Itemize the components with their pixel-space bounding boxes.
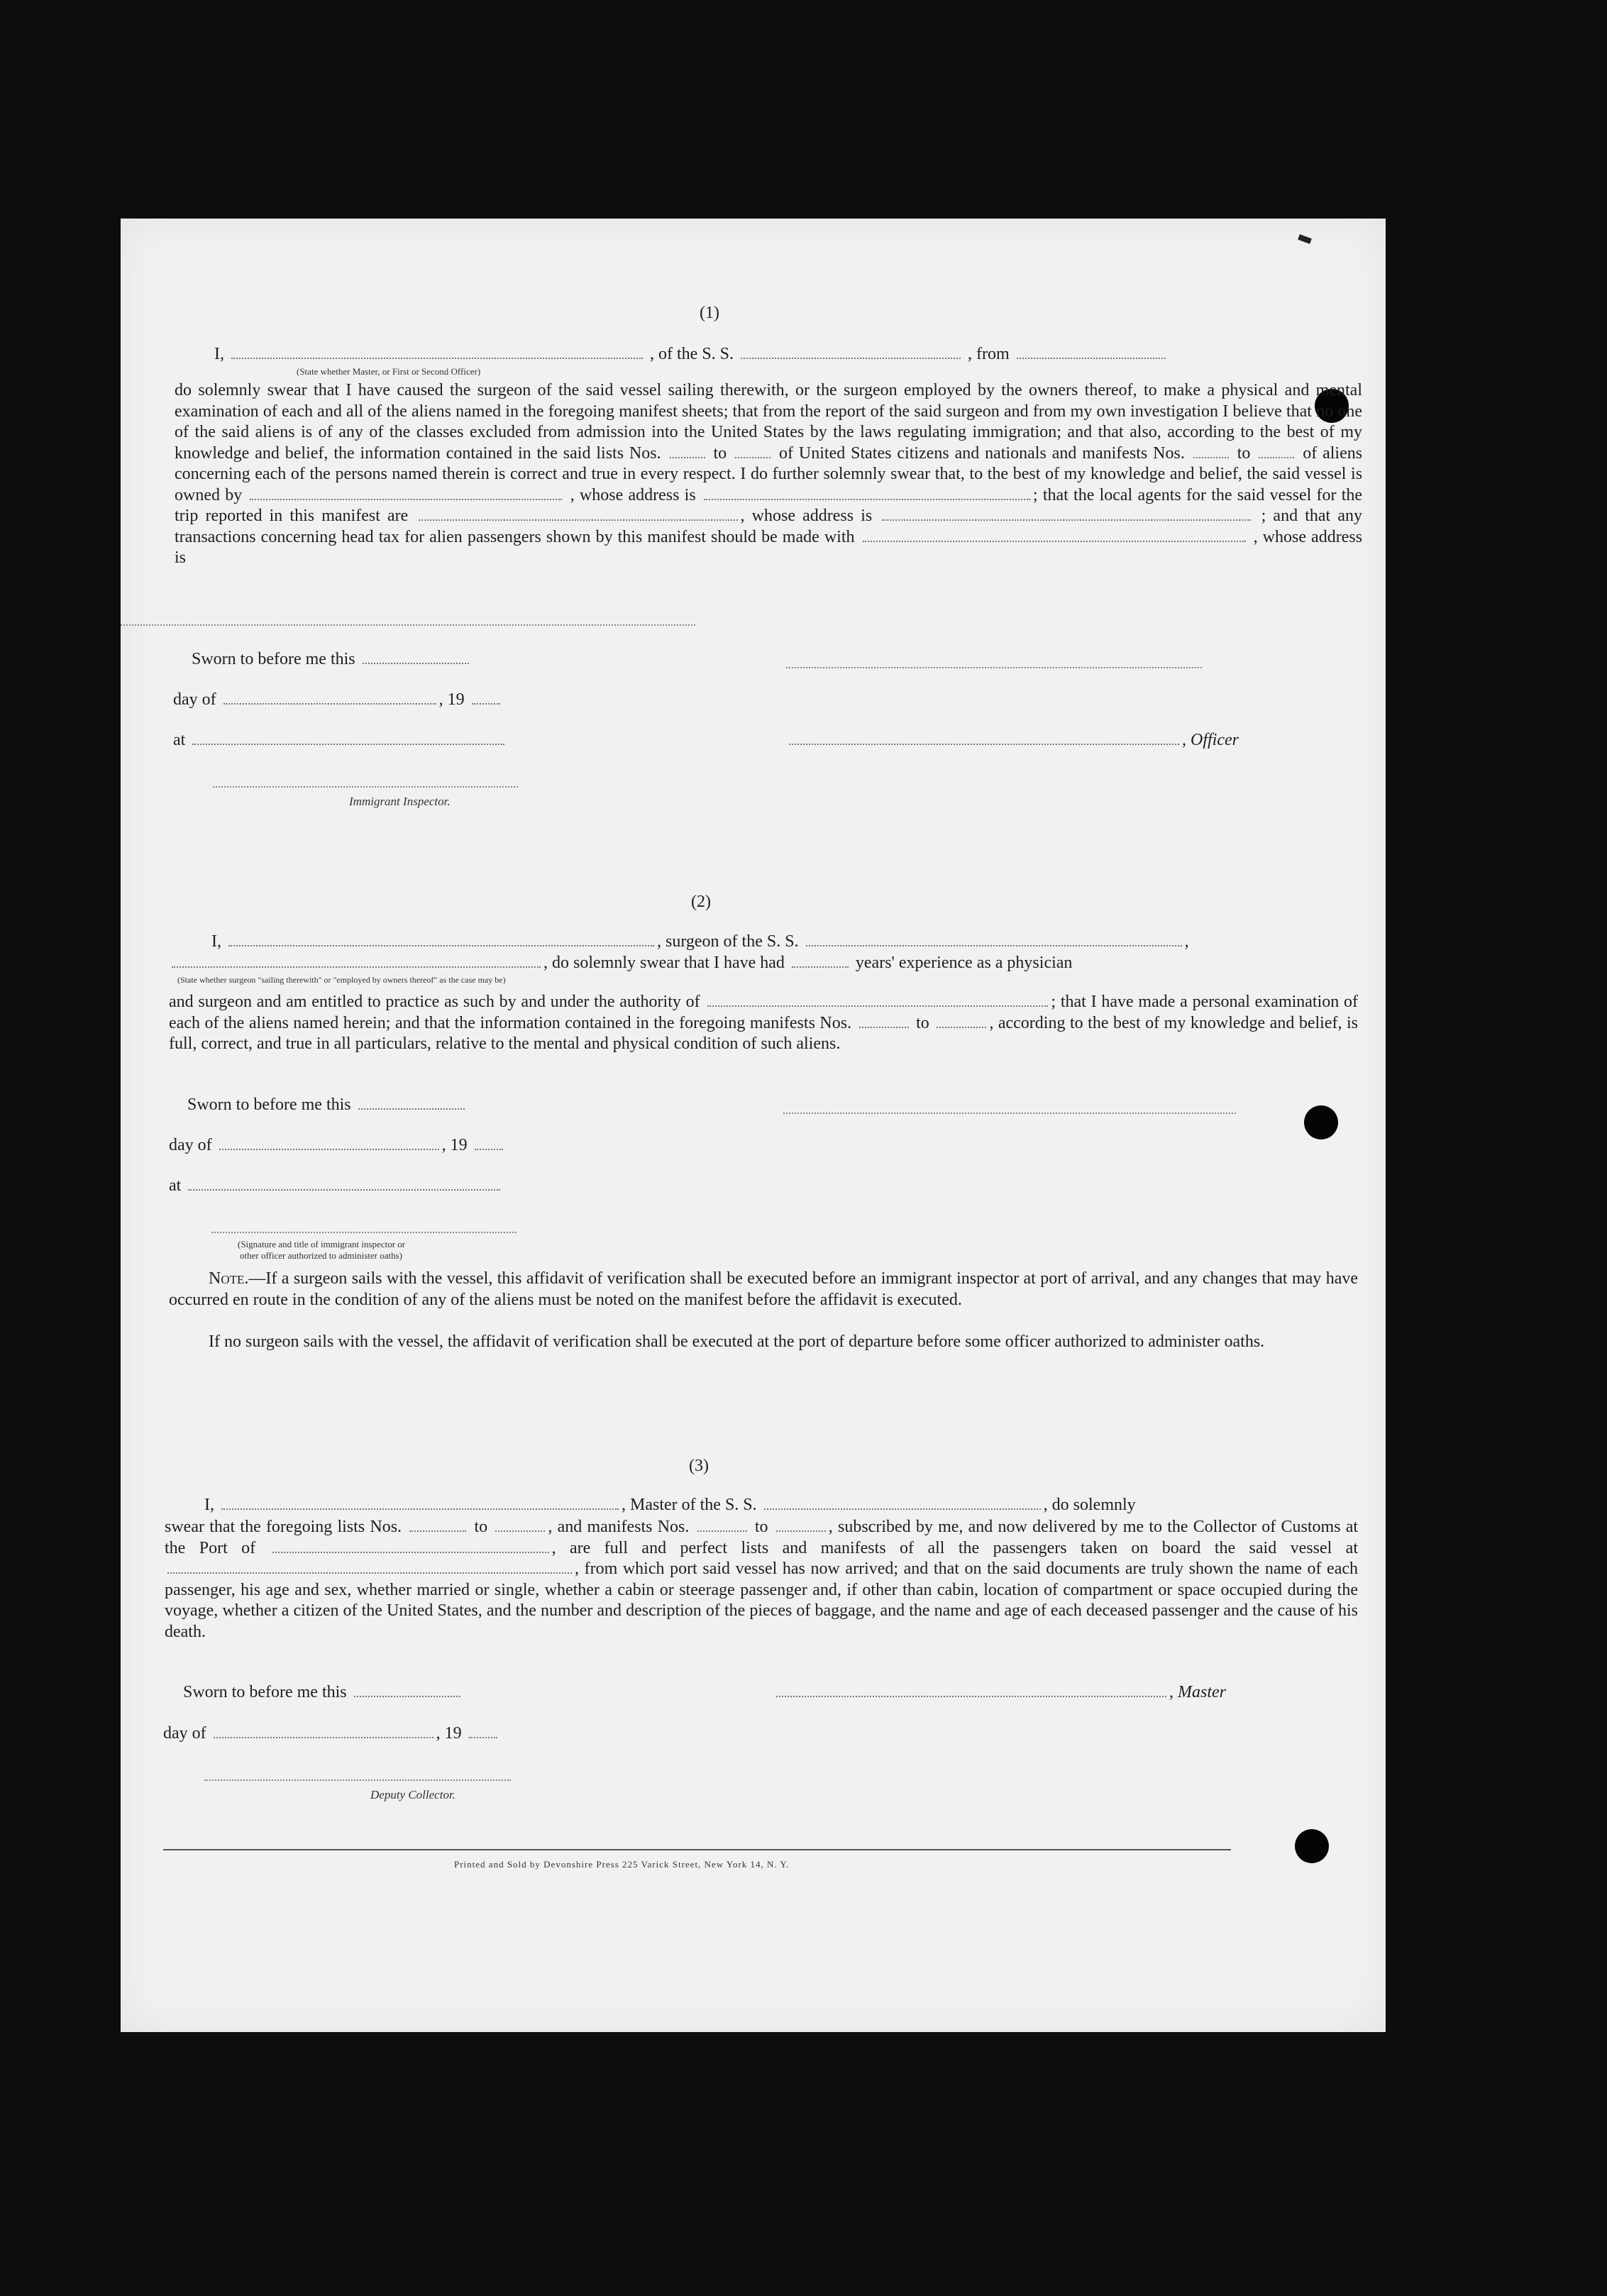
s2-sworn: Sworn to before me this [187, 1095, 468, 1115]
section-1-number: (1) [700, 304, 719, 322]
s1-sworn: Sworn to before me this [192, 650, 472, 669]
s3-deputy-caption: Deputy Collector. [370, 1788, 455, 1801]
s1-line-1 [214, 345, 1169, 364]
s1-day-of: day of , 19 [173, 690, 503, 710]
s3-port-field[interactable] [272, 1551, 549, 1553]
s1-head-tax-address-field[interactable] [121, 624, 695, 626]
s2-surgeon-name-field[interactable] [228, 944, 654, 946]
s2-manifests-from-field[interactable] [859, 1026, 909, 1028]
s1-lists-to-field[interactable] [735, 456, 771, 458]
s3-sworn-date-field[interactable] [354, 1695, 460, 1697]
s2-ship-name-field[interactable] [806, 944, 1182, 946]
s3-lists-to-field[interactable] [495, 1530, 545, 1532]
s1-at: at [173, 731, 507, 750]
s2-status-caption: (State whether surgeon "sailing therewith" or "employed by owners thereof" as the case may be) [177, 975, 506, 985]
s3-deputy-signature-field[interactable] [204, 1779, 511, 1781]
s2-inspector-signature-field[interactable] [211, 1232, 517, 1233]
s2-at-place-field[interactable] [188, 1188, 500, 1191]
s2-line-2: , do solemnly swear that I have had years' experience as a physician [169, 954, 1072, 973]
s1-officer-name-field[interactable] [231, 357, 643, 359]
s3-ship-name-field[interactable] [764, 1508, 1041, 1510]
s2-day-field[interactable] [219, 1148, 439, 1150]
s1-lists-from-field[interactable] [670, 456, 705, 458]
s2-year-field[interactable] [475, 1148, 503, 1150]
s3-manifests-from-field[interactable] [697, 1530, 747, 1532]
s1-day-field[interactable] [223, 702, 436, 705]
s3-master-line: , Master [773, 1683, 1226, 1702]
section-3-number: (3) [689, 1457, 709, 1475]
s1-from-port-field[interactable] [1017, 357, 1166, 359]
s1-owner-address-field[interactable] [704, 498, 1030, 500]
s1-sworn-date-field[interactable] [363, 662, 469, 664]
s1-rank-caption: (State whether Master, or First or Second Officer) [297, 366, 481, 377]
s1-manifests-from-field[interactable] [1193, 456, 1229, 458]
s1-i-label: I, [214, 345, 224, 363]
s2-note-paragraph-2: If no surgeon sails with the vessel, the affidavit of verification shall be executed at the port of departure before some officer authorized to administer oaths. [209, 1332, 1265, 1351]
s2-sig-caption-1: (Signature and title of immigrant inspector or [238, 1239, 406, 1249]
s2-sig-caption-2: other officer authorized to administer oaths) [240, 1250, 402, 1261]
s1-inspector-signature-field[interactable] [213, 786, 518, 788]
s3-day-field[interactable] [214, 1736, 433, 1738]
s1-head-tax-party-field[interactable] [863, 540, 1246, 542]
s3-year-field[interactable] [469, 1736, 497, 1738]
s1-body-paragraph: do solemnly swear that I have caused the surgeon of the said vessel sailing therewith, or the surgeon employed by the owners thereof, to make a physical and mental examination of each and all of the aliens named in the foregoing manifest sheets; that from the report of the said surgeon and from my own investigation I believe that no one of the said aliens is of any of the classes excluded from admission into the United States by the laws regulating immigration; and that also, according to the best of my knowledge and belief, the information contained in the said lists Nos. to of United States citizens and nationals and manifests Nos. to of aliens concerning each of the persons named therein is correct and true in every respect. I do further solemnly swear that, to the best of my knowledge and belief, the said vessel is owned by , whose address is ; that the local agents for the said vessel for the trip reported in this manifest are , whose address is ; and that any transactions concerning head tax for alien passengers shown by this manifest should be made with , whose address is [175, 381, 1363, 567]
s1-of-ss-label: , of the S. S. [650, 345, 734, 363]
s3-master-signature-field[interactable] [776, 1695, 1166, 1697]
punch-hole-middle [1304, 1105, 1338, 1139]
s2-authority-field[interactable] [707, 1005, 1048, 1007]
s1-agents-address-field[interactable] [882, 519, 1251, 521]
s2-manifests-to-field[interactable] [937, 1026, 986, 1028]
s1-year-field[interactable] [472, 702, 500, 705]
s2-sworn-date-field[interactable] [358, 1108, 465, 1110]
printer-credit: Printed and Sold by Devonshire Press 225 Varick Street, New York 14, N. Y. [454, 1859, 790, 1870]
s2-at: at [169, 1176, 503, 1196]
s2-line-1: I, , surgeon of the S. S. , [211, 932, 1189, 951]
corner-mark [1298, 234, 1312, 244]
s2-status-field[interactable] [172, 966, 541, 968]
s1-from-label: , from [968, 345, 1010, 363]
s1-manifests-to-field[interactable] [1259, 456, 1294, 458]
s2-body-paragraph: and surgeon and am entitled to practice as such by and under the authority of ; that I have made a personal examination of each of the aliens named herein; and that the information contained in the foregoing manifests Nos. to , according to the best of my knowledge and belief, is full, correct, and true in all particulars, relative to the mental and physical condition of such aliens. [169, 993, 1359, 1053]
s1-inspector-caption: Immigrant Inspector. [349, 795, 451, 808]
form-page [121, 219, 1386, 2032]
s3-master-name-field[interactable] [221, 1508, 619, 1510]
s3-embarkation-field[interactable] [167, 1572, 572, 1574]
s2-signature-line[interactable] [783, 1113, 1236, 1114]
s3-lists-from-field[interactable] [409, 1530, 466, 1532]
s3-line-1: I, , Master of the S. S. , do solemnly [204, 1496, 1136, 1514]
s1-officer-line: , Officer [786, 731, 1239, 750]
s2-years-field[interactable] [792, 966, 849, 968]
s2-day-of: day of , 19 [169, 1136, 506, 1155]
s2-note-paragraph: Note.—If a surgeon sails with the vessel, this affidavit of verification shall be executed before an immigrant inspector at port of arrival, and any changes that may have occurred en route in the condition of any of the aliens must be noted on the manifest before the affidavit is executed. [169, 1269, 1358, 1309]
punch-hole-bottom [1295, 1829, 1329, 1863]
section-2-number: (2) [691, 893, 711, 911]
s1-at-place-field[interactable] [192, 743, 504, 745]
s1-officer-signature-field[interactable] [789, 743, 1179, 745]
s3-body-paragraph: swear that the foregoing lists Nos. to , and manifests Nos. to , subscribed by me, and now delivered by me to the Collector of Customs at the Port of , are full and perfect lists and manifests of all the passengers taken on board the said vessel at , from which port said vessel has now arrived; and that on the said documents are truly shown the name of each passenger, his age and sex, whether married or single, whether a cabin or steerage passenger and, if other than cabin, location of compartment or space occupied during the voyage, whether a citizen of the United States, and the number and description of the pieces of baggage, and the name and age of each deceased passenger and the cause of his death. [165, 1518, 1359, 1641]
s1-local-agents-field[interactable] [419, 519, 738, 521]
s1-owner-field[interactable] [250, 498, 562, 500]
footer-rule [163, 1849, 1231, 1850]
s3-sworn: Sworn to before me this [183, 1683, 463, 1702]
s1-signature-line[interactable] [786, 667, 1202, 668]
s3-manifests-to-field[interactable] [776, 1530, 826, 1532]
s1-ship-name-field[interactable] [741, 357, 961, 359]
s3-day-of: day of , 19 [163, 1724, 500, 1743]
